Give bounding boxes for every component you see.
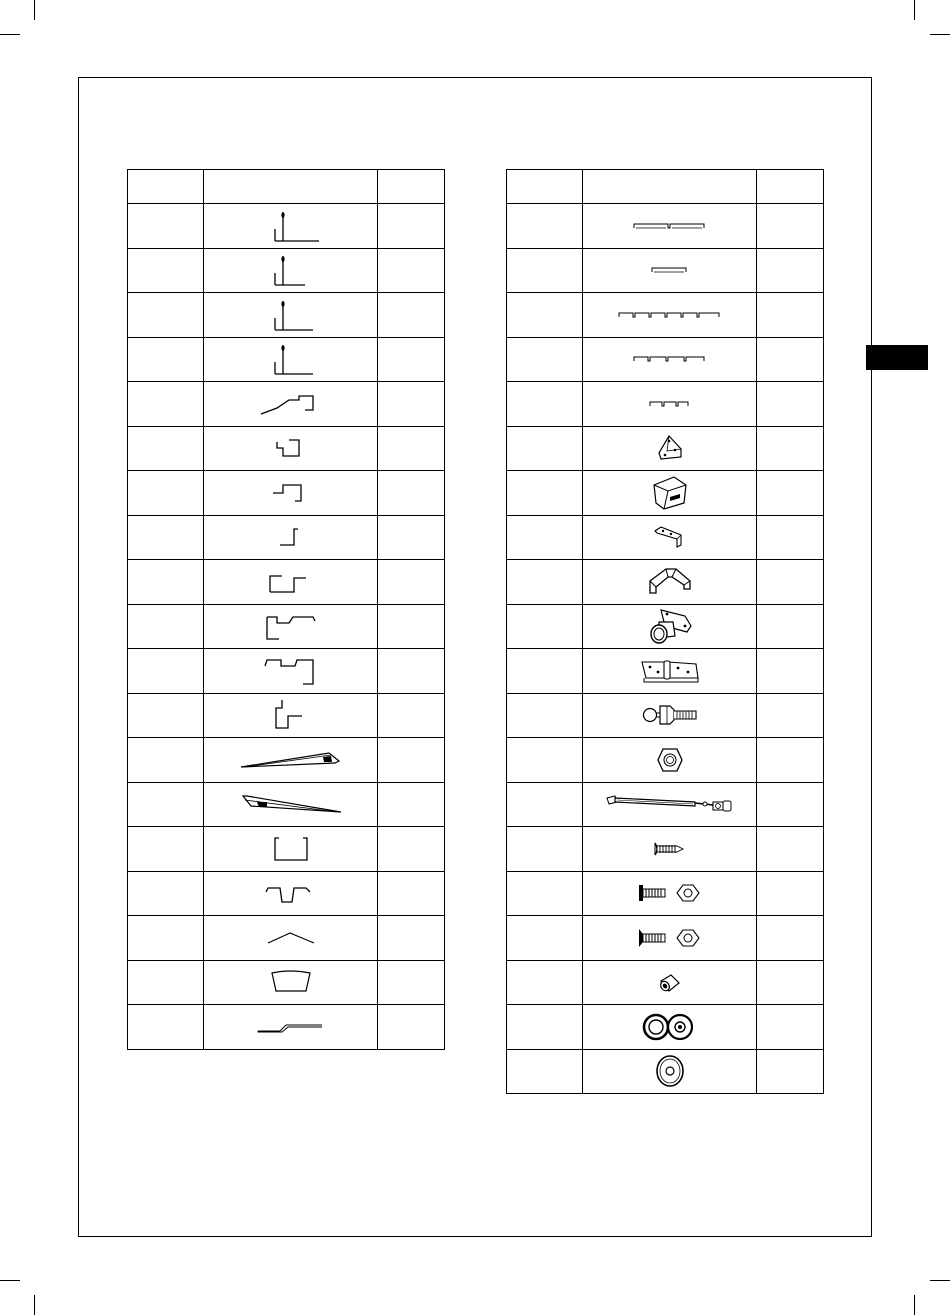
part-number-cell [128, 293, 204, 338]
part-number-cell [128, 248, 204, 293]
part-drawing-cell [583, 604, 757, 649]
part-number-cell [507, 471, 583, 516]
corner-plate-icon [655, 433, 685, 463]
part-drawing-cell [583, 1049, 757, 1094]
crop-mark [914, 1295, 915, 1315]
table-row [507, 560, 824, 605]
step-profile-medium-icon [269, 481, 313, 505]
part-number-cell [128, 426, 204, 471]
table-row [128, 426, 445, 471]
part-number-cell [128, 560, 204, 605]
top-hat-profile-icon [264, 880, 318, 906]
table-row [507, 604, 824, 649]
table-row [507, 693, 824, 738]
cap-nut-icon [657, 971, 683, 993]
parts-table-right [506, 169, 824, 1094]
table-row [507, 1049, 824, 1094]
table-row [128, 560, 445, 605]
table-row [128, 471, 445, 516]
quantity-cell [757, 738, 824, 783]
step-profile-short-icon [271, 436, 311, 460]
crop-mark [930, 1280, 950, 1281]
part-drawing-cell [204, 204, 378, 249]
part-number-cell [507, 738, 583, 783]
part-number-cell [128, 382, 204, 427]
part-drawing-cell [204, 337, 378, 382]
part-drawing-cell [204, 293, 378, 338]
quantity-cell [378, 916, 445, 961]
countersunk-bolt-and-nut-icon [637, 926, 703, 950]
table-row [128, 693, 445, 738]
table-row [128, 604, 445, 649]
ridge-profile-icon [264, 929, 318, 947]
part-number-cell [507, 960, 583, 1005]
part-drawing-cell [204, 515, 378, 560]
header-cell [128, 170, 204, 204]
quantity-cell [757, 248, 824, 293]
part-drawing-cell [583, 871, 757, 916]
parts-table-left [127, 169, 445, 1050]
table-row [128, 293, 445, 338]
quantity-cell [757, 604, 824, 649]
part-number-cell [507, 782, 583, 827]
header-cell [378, 170, 445, 204]
part-number-cell [507, 1049, 583, 1094]
part-number-cell [128, 782, 204, 827]
header-cell [583, 170, 757, 204]
part-drawing-cell [583, 426, 757, 471]
table-row [128, 782, 445, 827]
part-drawing-cell [204, 738, 378, 783]
part-drawing-cell [583, 471, 757, 516]
crop-mark [0, 34, 20, 35]
table-row [507, 382, 824, 427]
quantity-cell [378, 293, 445, 338]
table-row [507, 471, 824, 516]
quantity-cell [757, 827, 824, 872]
part-drawing-cell [204, 604, 378, 649]
notched-strip-many-icon [617, 309, 723, 321]
section-tab [866, 345, 928, 370]
quantity-cell [378, 604, 445, 649]
washer-icon [654, 1054, 686, 1088]
table-row [507, 827, 824, 872]
table-row [507, 916, 824, 961]
quantity-cell [378, 1005, 445, 1050]
part-drawing-cell [583, 293, 757, 338]
notched-strip-small-icon [648, 398, 692, 410]
quantity-cell [757, 471, 824, 516]
quantity-cell [378, 560, 445, 605]
part-number-cell [507, 382, 583, 427]
hinge-icon [638, 658, 702, 684]
table-row [128, 916, 445, 961]
z-profile-long-icon [259, 392, 323, 416]
flat-bar-with-step-icon [256, 1019, 326, 1035]
part-drawing-cell [204, 560, 378, 605]
angle-bracket-icon [653, 525, 687, 549]
part-number-cell [507, 515, 583, 560]
part-drawing-cell [583, 916, 757, 961]
hat-channel-profile-icon [263, 656, 319, 686]
quantity-cell [757, 337, 824, 382]
part-drawing-cell [204, 248, 378, 293]
crop-mark [914, 0, 915, 20]
part-number-cell [507, 426, 583, 471]
table-row [128, 871, 445, 916]
part-number-cell [507, 204, 583, 249]
part-number-cell [507, 693, 583, 738]
part-number-cell [128, 871, 204, 916]
double-step-profile-icon [268, 698, 314, 732]
part-drawing-cell [204, 782, 378, 827]
table-row [507, 248, 824, 293]
quantity-cell [757, 871, 824, 916]
crop-mark [0, 1280, 20, 1281]
corner-profile-icon [276, 525, 306, 549]
quantity-cell [378, 738, 445, 783]
quantity-cell [757, 1005, 824, 1050]
part-drawing-cell [204, 916, 378, 961]
quantity-cell [757, 382, 824, 427]
table-row [128, 515, 445, 560]
ridge-connector-icon [648, 565, 692, 599]
table-row [507, 960, 824, 1005]
notched-strip-2-icon [632, 220, 708, 232]
part-drawing-cell [583, 693, 757, 738]
crop-mark [930, 34, 950, 35]
part-drawing-cell [204, 960, 378, 1005]
channel-profile-wide-icon [263, 611, 319, 641]
part-drawing-cell [204, 871, 378, 916]
part-number-cell [507, 871, 583, 916]
crop-mark [34, 0, 35, 20]
part-number-cell [128, 337, 204, 382]
part-drawing-cell [204, 693, 378, 738]
notched-strip-short-icon [650, 264, 690, 276]
quantity-cell [378, 960, 445, 1005]
part-drawing-cell [583, 649, 757, 694]
quantity-cell [378, 693, 445, 738]
part-drawing-cell [583, 337, 757, 382]
part-drawing-cell [583, 827, 757, 872]
part-drawing-cell [583, 382, 757, 427]
part-drawing-cell [204, 649, 378, 694]
quantity-cell [378, 782, 445, 827]
part-number-cell [128, 693, 204, 738]
hex-nut-icon [657, 746, 683, 774]
table-row [128, 1005, 445, 1050]
part-drawing-cell [204, 827, 378, 872]
table-header-row [128, 170, 445, 204]
quantity-cell [378, 649, 445, 694]
u-step-profile-icon [266, 568, 316, 596]
table-row [128, 248, 445, 293]
quantity-cell [757, 293, 824, 338]
table-row [128, 960, 445, 1005]
table-row [507, 649, 824, 694]
part-drawing-cell [204, 426, 378, 471]
quantity-cell [378, 515, 445, 560]
table-row [128, 204, 445, 249]
part-drawing-cell [583, 1005, 757, 1050]
pipe-flange-icon [645, 606, 695, 646]
table-header-row [507, 170, 824, 204]
part-drawing-cell [583, 960, 757, 1005]
part-number-cell [507, 649, 583, 694]
part-drawing-cell [583, 515, 757, 560]
table-row [507, 293, 824, 338]
self-tapping-screw-icon [653, 841, 687, 857]
part-drawing-cell [583, 782, 757, 827]
part-number-cell [507, 248, 583, 293]
table-row [507, 337, 824, 382]
quantity-cell [757, 560, 824, 605]
grommet-icon [642, 1011, 698, 1043]
table-row [507, 871, 824, 916]
part-number-cell [128, 738, 204, 783]
table-row [507, 515, 824, 560]
quantity-cell [757, 916, 824, 961]
table-row [507, 1005, 824, 1050]
ball-stud-icon [640, 700, 700, 730]
part-number-cell [507, 604, 583, 649]
table-row [128, 337, 445, 382]
l-bracket-with-pin-icon [261, 253, 321, 287]
quantity-cell [757, 960, 824, 1005]
table-row [507, 738, 824, 783]
triangular-side-panel-right-icon [239, 749, 343, 771]
corner-cap-icon [650, 475, 690, 511]
part-number-cell [507, 916, 583, 961]
part-number-cell [128, 515, 204, 560]
l-bracket-with-pin-icon [261, 209, 321, 243]
part-number-cell [507, 1005, 583, 1050]
part-number-cell [128, 960, 204, 1005]
table-row [507, 426, 824, 471]
part-number-cell [507, 337, 583, 382]
l-bracket-with-pin-icon [261, 342, 321, 376]
table-row [128, 738, 445, 783]
part-drawing-cell [583, 738, 757, 783]
table-row [128, 382, 445, 427]
quantity-cell [378, 471, 445, 516]
gas-strut-icon [605, 792, 735, 816]
table-row [507, 782, 824, 827]
part-number-cell [128, 916, 204, 961]
quantity-cell [378, 871, 445, 916]
quantity-cell [757, 204, 824, 249]
part-drawing-cell [204, 1005, 378, 1050]
part-number-cell [128, 471, 204, 516]
part-number-cell [507, 293, 583, 338]
table-row [507, 204, 824, 249]
quantity-cell [757, 1049, 824, 1094]
quantity-cell [757, 649, 824, 694]
quantity-cell [378, 204, 445, 249]
l-bracket-with-pin-icon [261, 298, 321, 332]
header-cell [757, 170, 824, 204]
quantity-cell [757, 693, 824, 738]
part-number-cell [507, 827, 583, 872]
triangular-side-panel-left-icon [239, 792, 343, 816]
table-row [128, 827, 445, 872]
part-drawing-cell [583, 560, 757, 605]
part-number-cell [507, 560, 583, 605]
quantity-cell [378, 827, 445, 872]
crop-mark [34, 1295, 35, 1315]
bolt-and-nut-icon [637, 881, 703, 905]
quantity-cell [378, 426, 445, 471]
quantity-cell [757, 515, 824, 560]
quantity-cell [757, 426, 824, 471]
quantity-cell [378, 248, 445, 293]
part-number-cell [128, 1005, 204, 1050]
part-drawing-cell [204, 471, 378, 516]
notched-strip-4-icon [632, 353, 708, 365]
u-channel-profile-icon [269, 834, 313, 864]
table-row [128, 649, 445, 694]
quantity-cell [378, 337, 445, 382]
quantity-cell [757, 782, 824, 827]
part-drawing-cell [204, 382, 378, 427]
part-drawing-cell [583, 204, 757, 249]
part-number-cell [128, 604, 204, 649]
part-number-cell [128, 649, 204, 694]
part-number-cell [128, 204, 204, 249]
header-cell [204, 170, 378, 204]
part-drawing-cell [583, 248, 757, 293]
quantity-cell [378, 382, 445, 427]
part-number-cell [128, 827, 204, 872]
trapezoid-panel-icon [268, 969, 314, 995]
header-cell [507, 170, 583, 204]
